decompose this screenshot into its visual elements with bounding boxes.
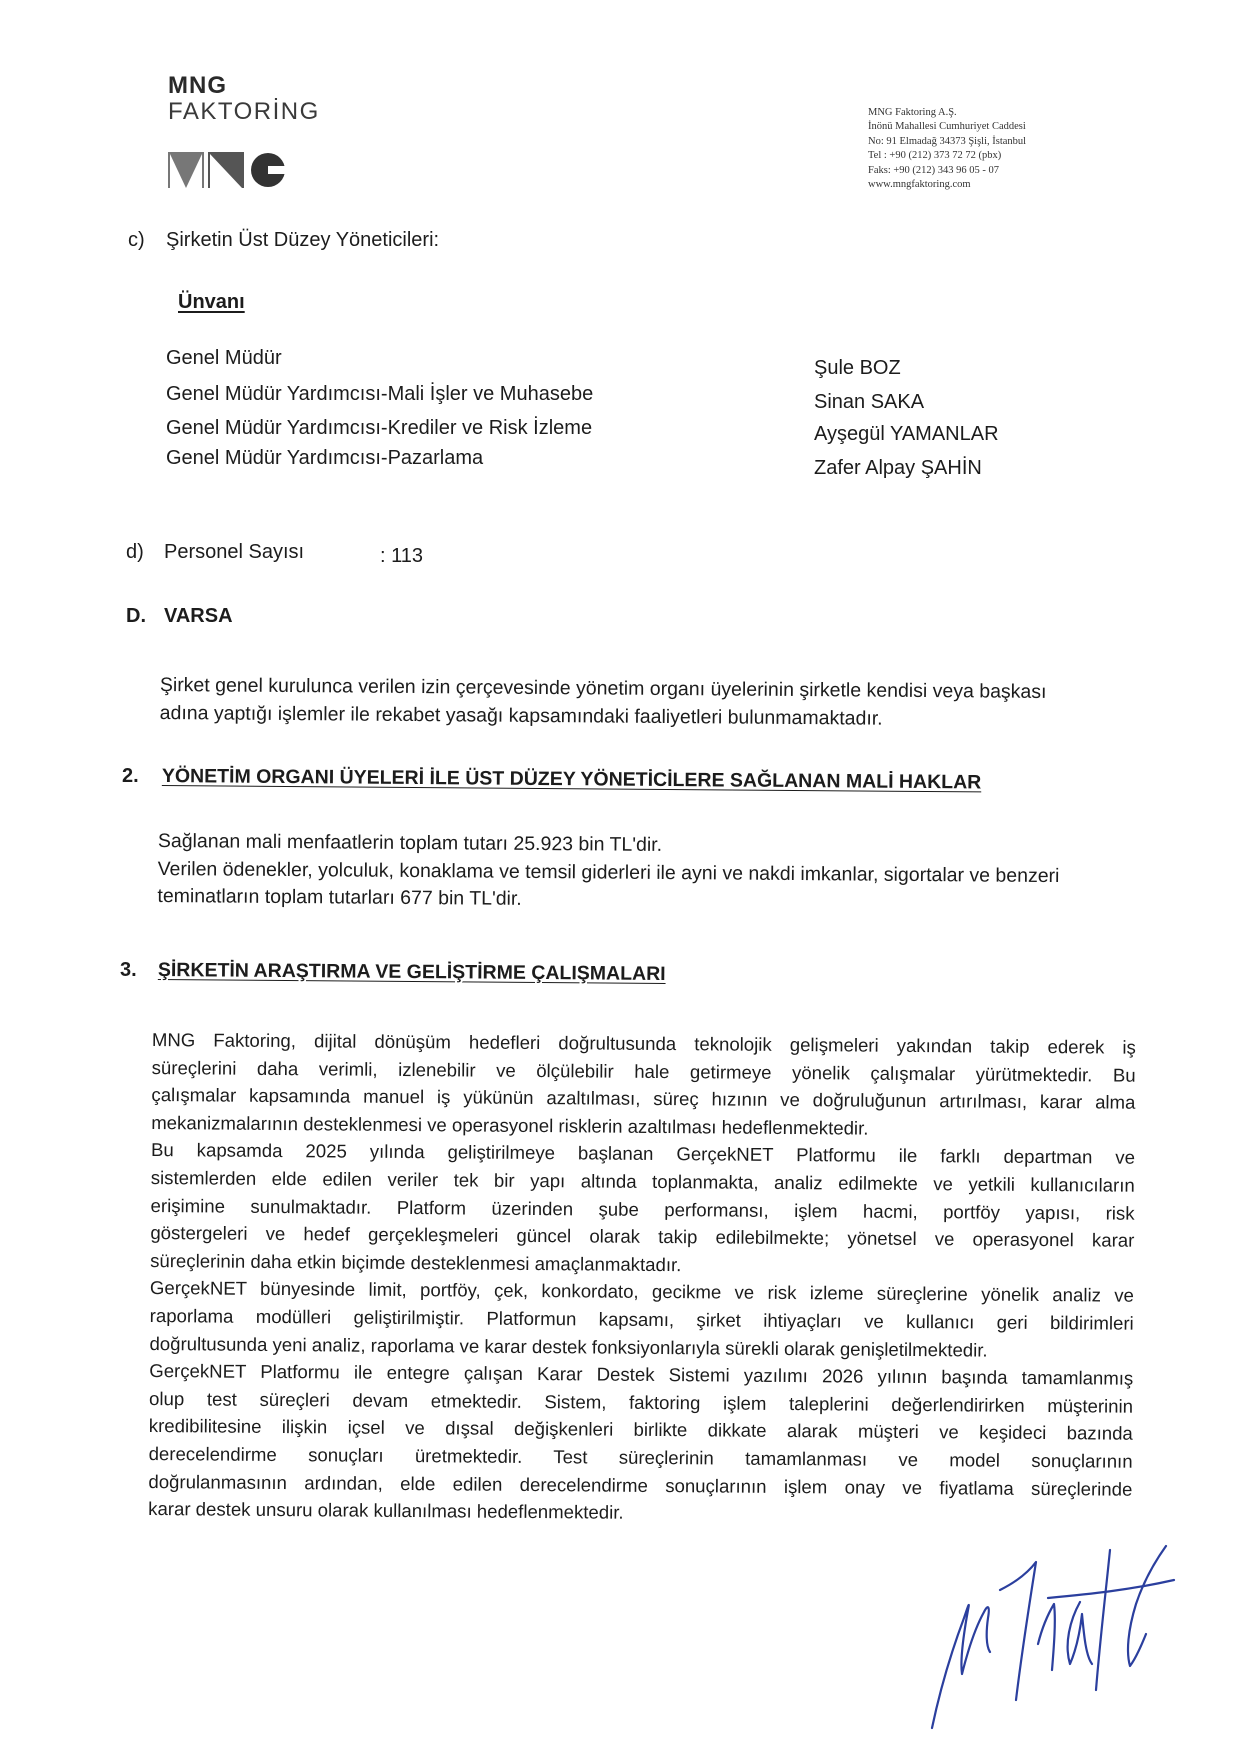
paragraph-line: doğrultusunda yeni analiz, raporlama ve karar destek fonksiyonlarıyla sürekli olarak genişletilmektedir. [149, 1332, 988, 1361]
section-D-paragraph [160, 672, 1047, 734]
paragraph-line: çalışmalar kapsamında manuel iş yükünün azaltılması, süreç hızının ve doğruluğunun artırılması, karar alma [151, 1084, 1136, 1113]
section-D-marker: D. [126, 605, 146, 627]
executive-name: Şule BOZ [814, 357, 901, 379]
section-D-heading: VARSA [164, 605, 233, 627]
section-d-marker: d) [126, 541, 144, 563]
section-c-marker: c) [128, 229, 145, 251]
section-2-paragraph [157, 828, 1059, 918]
section-2-number: 2. [122, 765, 139, 787]
paragraph-line: sistemlerden elde edilen veriler tek bir yapı altında toplanmakta, analiz edilmekte ve yetkili kullanıcıların [150, 1166, 1135, 1196]
company-logo-mng: MNG [168, 72, 227, 99]
paragraph-line: Bu kapsamda 2025 yılında geliştirilmeye başlanan GerçekNET Platformu ile farklı departman ve [150, 1139, 1136, 1169]
paragraph-line: doğrulanmasının ardından, elde edilen derecelendirme sonuçlarının işlem onay ve fiyatlama süreçlerinde [148, 1470, 1133, 1500]
company-address-block [868, 106, 1026, 192]
paragraph-line: derecelendirme sonuçları üretmektedir. Test süreçlerinin tamamlanması ve model sonuçlarının [148, 1442, 1133, 1472]
executive-name: Sinan SAKA [814, 391, 925, 413]
paragraph-line: Sağlanan mali menfaatlerin toplam tutarı 25.923 bin TL'dir. [157, 829, 663, 856]
mng-logo-mark-icon [168, 148, 288, 192]
address-line: İnönü Mahallesi Cumhuriyet Caddesi [868, 121, 1026, 133]
executive-title: Genel Müdür [166, 347, 282, 369]
paragraph-line: karar destek unsuru olarak kullanılması hedeflenmektedir. [148, 1498, 624, 1523]
paragraph-line: raporlama modülleri geliştirilmiştir. Platformun kapsamı, şirket ihtiyaçları ve kullanıcı geri bildirimleri [149, 1304, 1134, 1334]
section-2-heading: YÖNETİM ORGANI ÜYELERİ İLE ÜST DÜZEY YÖNETİCİLERE SAĞLANAN MALİ HAKLAR [161, 764, 982, 794]
section-c-heading: Şirketin Üst Düzey Yöneticileri: [166, 229, 440, 251]
address-line: Tel : +90 (212) 373 72 72 (pbx) [868, 150, 1002, 162]
address-line: No: 91 Elmadağ 34373 Şişli, İstanbul [868, 135, 1027, 147]
executive-title: Genel Müdür Yardımcısı-Krediler ve Risk İzleme [166, 417, 593, 439]
executive-title: Genel Müdür Yardımcısı-Pazarlama [166, 447, 484, 469]
paragraph-line: Verilen ödenekler, yolculuk, konaklama ve temsil giderleri ile ayni ve nakdi imkanlar, sigortalar ve benzeri [157, 857, 1060, 887]
paragraph-line: kredibilitesine ilişkin içsel ve dışsal değişkenleri birlikte dikkate alarak müşteri ve keşideci bazında [148, 1415, 1133, 1445]
executive-name: Ayşegül YAMANLAR [814, 423, 999, 445]
address-line: www.mngfaktoring.com [868, 179, 971, 191]
address-line: MNG Faktoring A.Ş. [868, 107, 957, 118]
paragraph-line: GerçekNET Platformu ile entegre çalışan Karar Destek Sistemi yazılımı 2026 yılının başında tamamlanmış [149, 1360, 1134, 1389]
paragraph-line: süreçlerini daha verimli, izlenebilir ve ölçülebilir hale getirmeye yönelik çalışmalar yürütmektedir. Bu [151, 1056, 1136, 1086]
paragraph-line: teminatların toplam tutarları 677 bin TL'dir. [157, 884, 522, 910]
address-line: Faks: +90 (212) 343 96 05 - 07 [868, 164, 1000, 176]
section-3-paragraph [148, 1026, 1136, 1530]
personnel-count-label: Personel Sayısı [164, 541, 305, 563]
paragraph-line: göstergeleri ve hedef gerçekleşmeleri güncel olarak takip edilebilmekte; yönetsel ve operasyonel karar [150, 1222, 1135, 1251]
paragraph-line: mekanizmalarının desteklenmesi ve operasyonel risklerin azaltılması hedeflenmektedir. [151, 1111, 869, 1139]
handwritten-signature [930, 1540, 1190, 1730]
section-3-heading: ŞİRKETİN ARAŞTIRMA VE GELİŞTİRME ÇALIŞMALARI [157, 958, 666, 985]
paragraph-line: erişimine sunulmaktadır. Platform üzerinden şube performansı, işlem hacmi, portföy yapısı, risk [150, 1194, 1135, 1224]
paragraph-line: GerçekNET bünyesinde limit, portföy, çek, konkordato, gecikme ve risk izleme süreçlerine yönelik analiz ve [149, 1277, 1134, 1307]
company-logo-faktoring: FAKTORİNG [168, 98, 320, 125]
personnel-count-value: : 113 [380, 545, 423, 567]
paragraph-line: Şirket genel kurulunca verilen izin çerçevesinde yönetim organı üyelerinin şirketle kendisi veya başkası [159, 673, 1047, 703]
paragraph-line: süreçlerinin daha etkin biçimde desteklenmesi amaçlanmaktadır. [150, 1249, 682, 1275]
executive-title: Genel Müdür Yardımcısı-Mali İşler ve Muhasebe [166, 383, 594, 405]
paragraph-line: MNG Faktoring, dijital dönüşüm hedefleri doğrultusunda teknolojik gelişmeleri yakından takip ederek iş [151, 1028, 1136, 1058]
executive-name: Zafer Alpay ŞAHİN [814, 457, 982, 479]
section-3-number: 3. [120, 959, 137, 981]
title-column-header: Ünvanı [178, 291, 245, 313]
paragraph-line: olup test süreçleri devam etmektedir. Sistem, faktoring işlem taleplerini değerlendirirken müşterinin [148, 1387, 1134, 1417]
paragraph-line: adına yaptığı işlemler ile rekabet yasağı kapsamındaki faaliyetleri bulunmamaktadır. [159, 701, 883, 730]
